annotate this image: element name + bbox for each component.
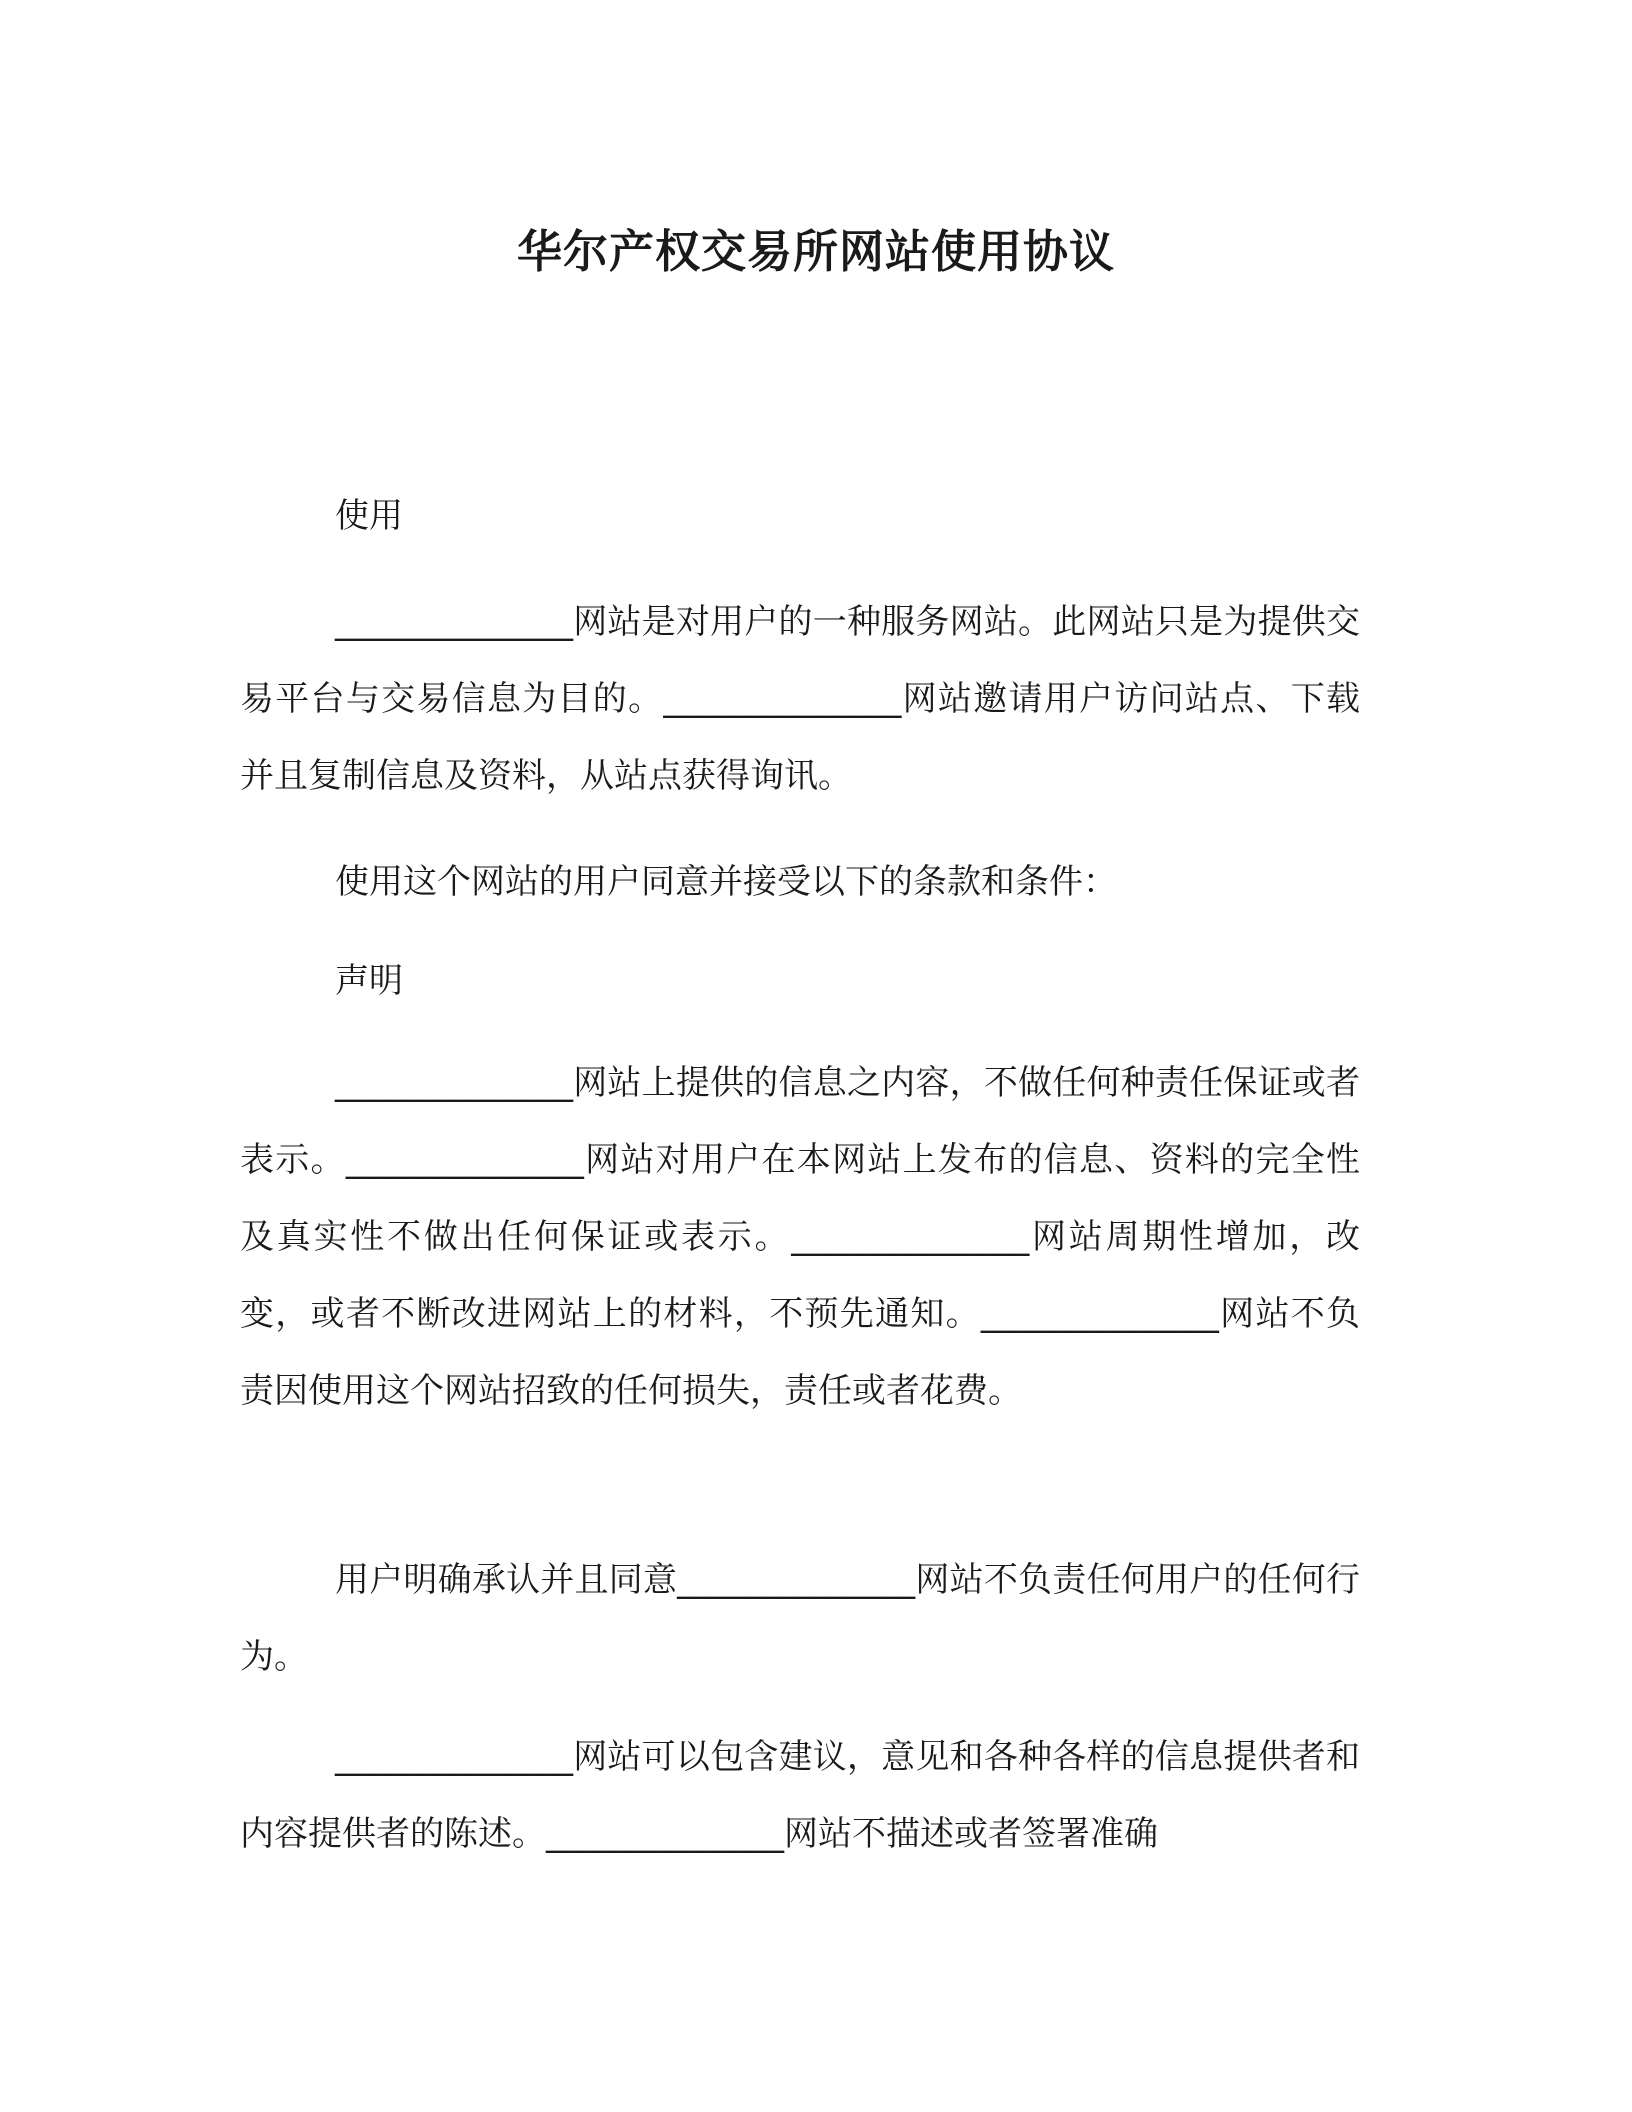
paragraph-user-acknowledgement: 用户明确承认并且同意______________网站不负责任何用户的任何行为。 — [240, 1560, 1360, 1677]
paragraph-content-providers: ______________网站可以包含建议，意见和各种各样的信息提供者和内容提供者的陈述。______________网站不描述或者签署准确 — [240, 1737, 1360, 1854]
paragraph-terms-acceptance: 使用这个网站的用户同意并接受以下的条款和条件： — [335, 862, 1117, 902]
section-heading-statement: 声明 — [335, 961, 403, 1001]
paragraph-service-description: ______________网站是对用户的一种服务网站。此网站只是为提供交易平台与交易信息为目的。______________网站邀请用户访问站点、下载并且复制信息及资料，从站点获得询讯。 — [240, 602, 1360, 796]
paragraph-disclaimer: ______________网站上提供的信息之内容，不做任何种责任保证或者表示。______________网站对用户在本网站上发布的信息、资料的完全性及真实性不做出任何保证或表示。______________网站周期性增加，改变，或者不断改进网站上的材料，不预先通知。______________网站不负责因使用这个网站招致的任何损失，责任或者花费。 — [240, 1063, 1360, 1411]
document-title: 华尔产权交易所网站使用协议 — [516, 225, 1115, 278]
section-heading-usage: 使用 — [335, 496, 403, 536]
